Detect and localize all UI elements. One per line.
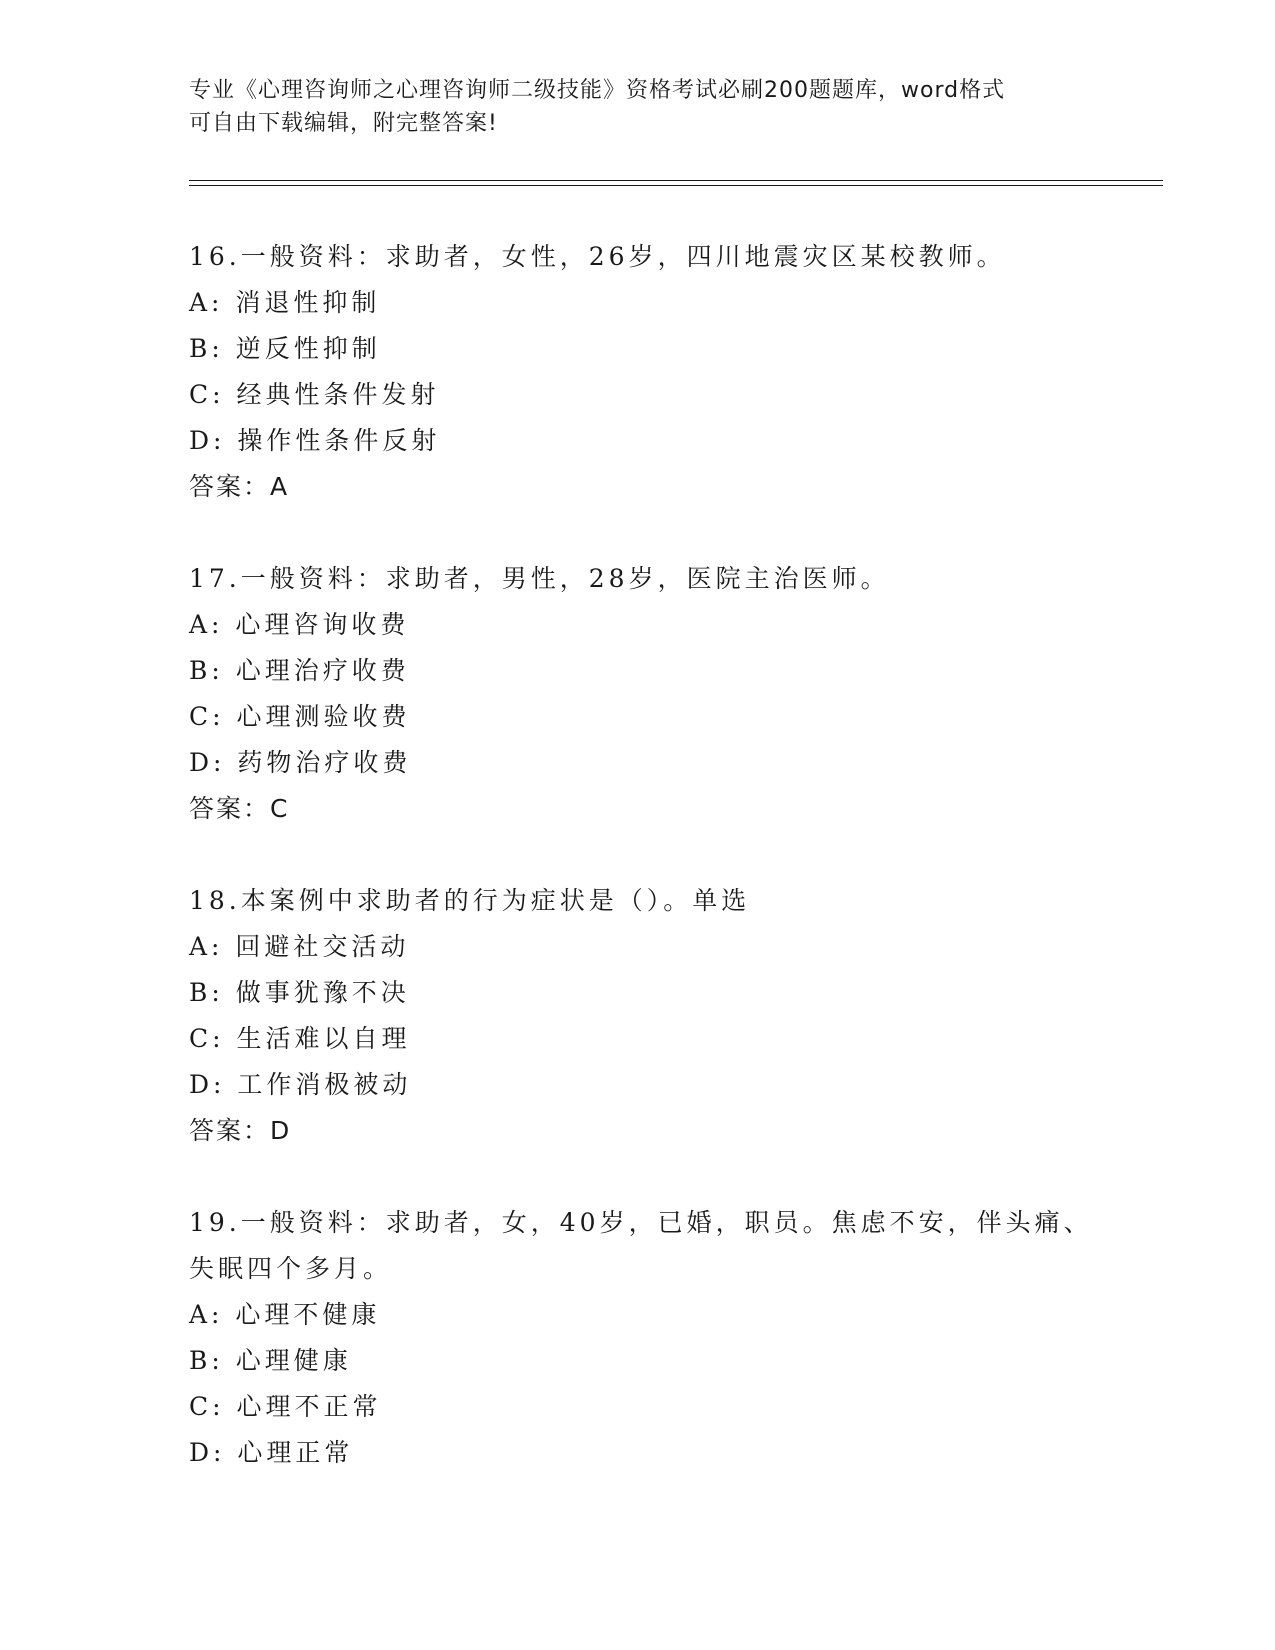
question-stem: 19.一般资料：求助者，女，40岁，已婚，职员。焦虑不安，伴头痛、失眠四个多月。 (189, 1208, 1093, 1283)
document-header (189, 74, 1089, 140)
option-b: B: 心理治疗收费 (189, 656, 410, 685)
option-d: D: 心理正常 (189, 1438, 354, 1467)
header-line-2: 可自由下载编辑，附完整答案! (189, 111, 498, 136)
option-a: A: 消退性抑制 (189, 288, 381, 317)
option-c: C: 生活难以自理 (189, 1024, 411, 1053)
option-b: B: 逆反性抑制 (189, 334, 381, 363)
question-stem: 17.一般资料：求助者，男性，28岁，医院主治医师。 (189, 564, 890, 593)
answer: 答案：C (189, 794, 290, 823)
question-16 (189, 234, 1109, 510)
option-b: B: 心理健康 (189, 1346, 352, 1375)
question-17 (189, 556, 1109, 832)
answer: 答案：A (189, 472, 290, 501)
header-divider-top (189, 180, 1163, 181)
option-b: B: 做事犹豫不决 (189, 978, 410, 1007)
question-18 (189, 878, 1109, 1154)
option-d: D: 操作性条件反射 (189, 426, 441, 455)
option-a: A: 心理不健康 (189, 1300, 381, 1329)
question-stem: 16.一般资料：求助者，女性，26岁，四川地震灾区某校教师。 (189, 242, 1006, 271)
option-a: A: 回避社交活动 (189, 932, 410, 961)
answer: 答案：D (189, 1116, 292, 1145)
option-c: C: 心理测验收费 (189, 702, 411, 731)
option-d: D: 工作消极被动 (189, 1070, 412, 1099)
option-c: C: 心理不正常 (189, 1392, 382, 1421)
question-stem: 18.本案例中求助者的行为症状是（）。单选 (189, 886, 751, 915)
option-c: C: 经典性条件发射 (189, 380, 440, 409)
option-d: D: 药物治疗收费 (189, 748, 412, 777)
question-19 (189, 1200, 1109, 1476)
header-divider-bottom (189, 185, 1163, 186)
header-line-1: 专业《心理咨询师之心理咨询师二级技能》资格考试必刷200题题库，word格式 (189, 78, 1006, 103)
option-a: A: 心理咨询收费 (189, 610, 410, 639)
